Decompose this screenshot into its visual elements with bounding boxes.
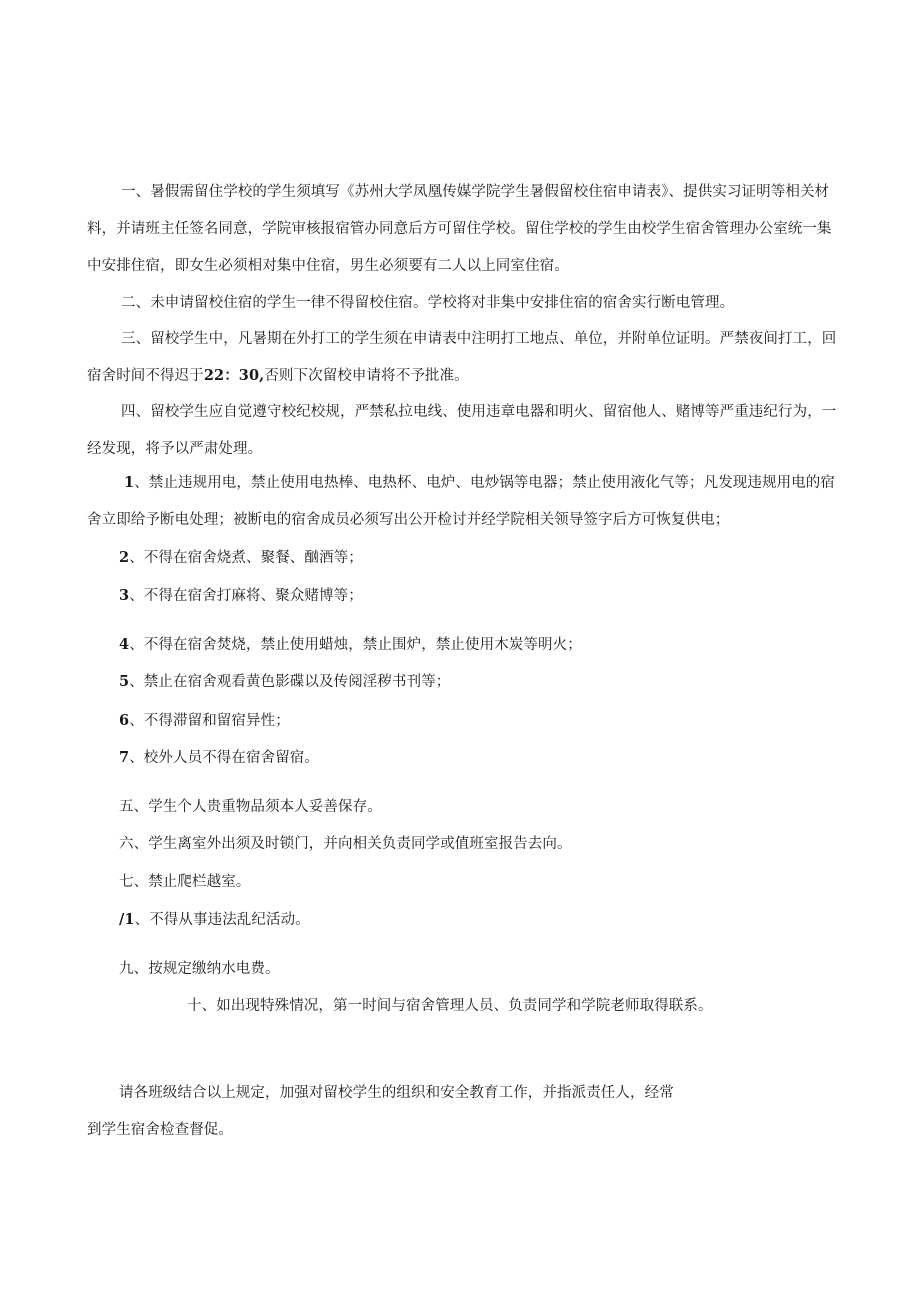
item-1-line-1 — [124, 473, 835, 493]
item-3-text: 、不得在宿舍打麻将、聚众赌博等； — [129, 588, 363, 604]
para-5: 五、学生个人贵重物品须本人妥善保存。 — [119, 799, 382, 815]
item-4-text: 、不得在宿舍焚烧，禁止使用蜡烛，禁止围炉，禁止使用木炭等明火； — [129, 637, 582, 653]
item-3-number: 3 — [119, 587, 130, 604]
item-4 — [119, 635, 582, 655]
para-4-line-2: 经发现，将予以严肃处理。 — [87, 441, 263, 457]
para-3-line-2 — [87, 366, 469, 386]
para-6: 六、学生离室外出须及时锁门，并向相关负责同学或值班室报告去向。 — [119, 836, 572, 852]
item-6-number: 6 — [119, 712, 130, 729]
item-1-line-2: 舍立即给予断电处理；被断电的宿舍成员必须写出公开检讨并经学院相关领导签字后方可恢复供电； — [87, 512, 730, 528]
item-5-text: 、禁止在宿舍观看黄色影碟以及传阅淫秽书刊等； — [129, 674, 451, 690]
para-8-number: /1 — [119, 911, 135, 928]
para-2: 二、未申请留校住宿的学生一律不得留校住宿。学校将对非集中安排住宿的宿舍实行断电管理。 — [121, 295, 735, 311]
item-5 — [119, 672, 450, 692]
item-3 — [119, 586, 363, 606]
closing-line-2: 到学生宿舍检查督促。 — [87, 1122, 233, 1138]
item-7-text: 、校外人员不得在宿舍留宿。 — [129, 750, 320, 766]
item-1-text: 、禁止违规用电，禁止使用电热棒、电热杯、电炉、电炒锅等电器；禁止使用液化气等；凡发现违规用电的宿 — [134, 475, 835, 491]
para-8-text: 、不得从事违法乱纪活动。 — [134, 912, 310, 928]
para-3-text-b: 否则下次留校申请将不予批准。 — [264, 368, 469, 384]
item-2 — [119, 548, 363, 568]
item-7 — [119, 748, 319, 768]
para-1-line-2: 料，并请班主任签名同意，学院审核报宿管办同意后方可留住学校。留住学校的学生由校学生宿舍管理办公室统一集 — [87, 221, 832, 237]
item-6 — [119, 711, 290, 731]
item-2-text: 、不得在宿舍烧煮、聚餐、酗酒等； — [129, 550, 363, 566]
item-6-text: 、不得滞留和留宿异性； — [129, 713, 290, 729]
item-5-number: 5 — [119, 673, 130, 690]
para-7: 七、禁止爬栏越室。 — [119, 874, 251, 890]
curfew-time: 22：30, — [203, 367, 265, 384]
para-10: 十、如出现特殊情况，第一时间与宿舍管理人员、负责同学和学院老师取得联系。 — [187, 998, 713, 1014]
item-4-number: 4 — [119, 636, 130, 653]
para-4-line-1: 四、留校学生应自觉遵守校纪校规，严禁私拉电线、使用违章电器和明火、留宿他人、赌博等严重违纪行为，一 — [121, 404, 837, 420]
item-1-number: 1 — [124, 474, 135, 491]
para-3-text-a: 宿舍时间不得迟于 — [87, 368, 204, 384]
para-3-line-1: 三、留校学生中，凡暑期在外打工的学生须在申请表中注明打工地点、单位，并附单位证明。严禁夜间打工，回 — [121, 331, 837, 347]
para-1-line-1: 一、暑假需留住学校的学生须填写《苏州大学凤凰传媒学院学生暑假留校住宿申请表》、提供实习证明等相关材 — [121, 184, 830, 200]
para-9: 九、按规定缴纳水电费。 — [119, 961, 280, 977]
closing-line-1: 请各班级结合以上规定，加强对留校学生的组织和安全教育工作，并指派责任人，经常 — [119, 1085, 674, 1101]
item-2-number: 2 — [119, 549, 130, 566]
item-7-number: 7 — [119, 749, 130, 766]
para-8 — [119, 910, 310, 930]
para-1-line-3: 中安排住宿，即女生必须相对集中住宿，男生必须要有二人以上同室住宿。 — [87, 258, 569, 274]
